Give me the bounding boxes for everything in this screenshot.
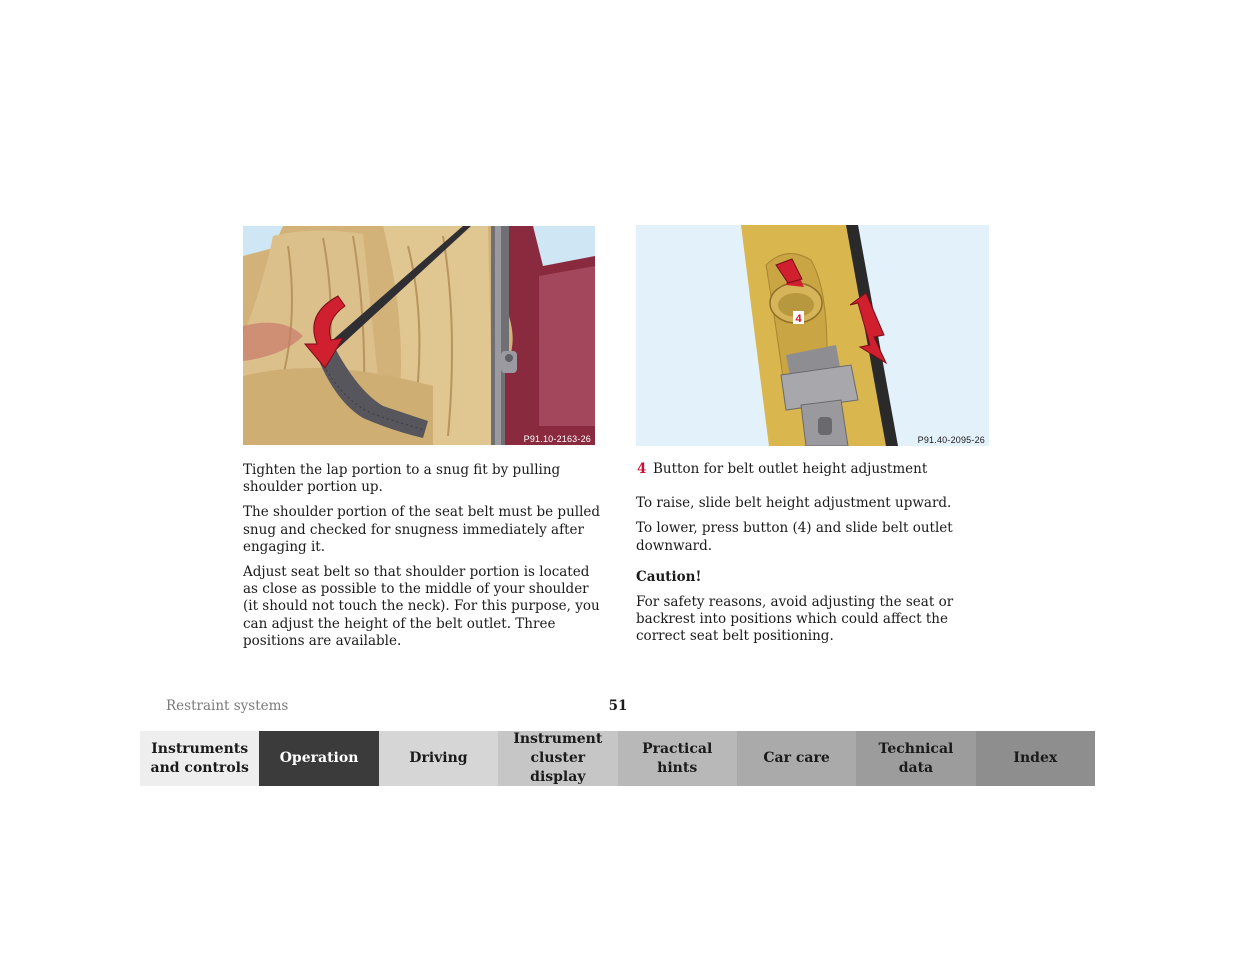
figure-seat-belt-shoulder: [243, 226, 595, 445]
tab-technical-data[interactable]: [856, 731, 975, 786]
legend-item: [636, 461, 991, 478]
paragraph: Adjust seat belt so that shoulder portion is located as close as possible to the middle of your shoulder (it should not touch the neck). For this purpose, you can adjust the height of the belt outlet. Three positions are available.: [243, 564, 600, 649]
belt-outlet-illustration: [636, 225, 989, 446]
figure-belt-outlet-adjustment: [636, 225, 989, 446]
tab-label: Instruments and controls: [150, 740, 249, 776]
left-column: [243, 462, 603, 658]
tab-label: Operation: [279, 750, 359, 766]
tab-label: Driving: [409, 750, 468, 766]
paragraph: Tighten the lap portion to a snug fit by pulling shoulder portion up.: [243, 462, 561, 496]
right-column: [636, 461, 991, 654]
seat-belt-illustration: [243, 226, 595, 445]
tab-practical-hints[interactable]: [618, 731, 737, 786]
tab-index[interactable]: [976, 731, 1095, 786]
figure-code: P91.10-2163-26: [523, 434, 591, 444]
paragraph: The shoulder portion of the seat belt must be pulled snug and checked for snugness immediately after engaging it.: [243, 504, 601, 555]
caution-text: For safety reasons, avoid adjusting the seat or backrest into positions which could affect the correct seat belt positioning.: [636, 594, 954, 645]
page-number: 51: [608, 698, 628, 714]
paragraph: To lower, press button (4) and slide belt outlet downward.: [636, 520, 953, 554]
tab-car-care[interactable]: [737, 731, 856, 786]
paragraph: To raise, slide belt height adjustment upward.: [636, 495, 952, 512]
tab-label: Index: [1013, 750, 1058, 766]
tab-label: Instrument cluster display: [513, 731, 603, 785]
figure-code: P91.40-2095-26: [917, 435, 985, 445]
section-title: Restraint systems: [166, 698, 289, 714]
tab-label: Technical data: [878, 740, 954, 776]
caution-heading: Caution!: [636, 568, 702, 585]
callout-number: 4: [795, 313, 802, 325]
tab-operation[interactable]: [259, 731, 378, 786]
tab-label: Car care: [763, 750, 830, 766]
tab-instruments-and-controls[interactable]: [140, 731, 259, 786]
tab-label: Practical hints: [642, 740, 713, 776]
legend-number: 4: [637, 461, 647, 477]
chapter-tabs: [140, 731, 1095, 786]
legend-text: Button for belt outlet height adjustment: [653, 461, 928, 477]
tab-instrument-cluster-display[interactable]: [498, 731, 617, 786]
tab-driving[interactable]: [379, 731, 498, 786]
